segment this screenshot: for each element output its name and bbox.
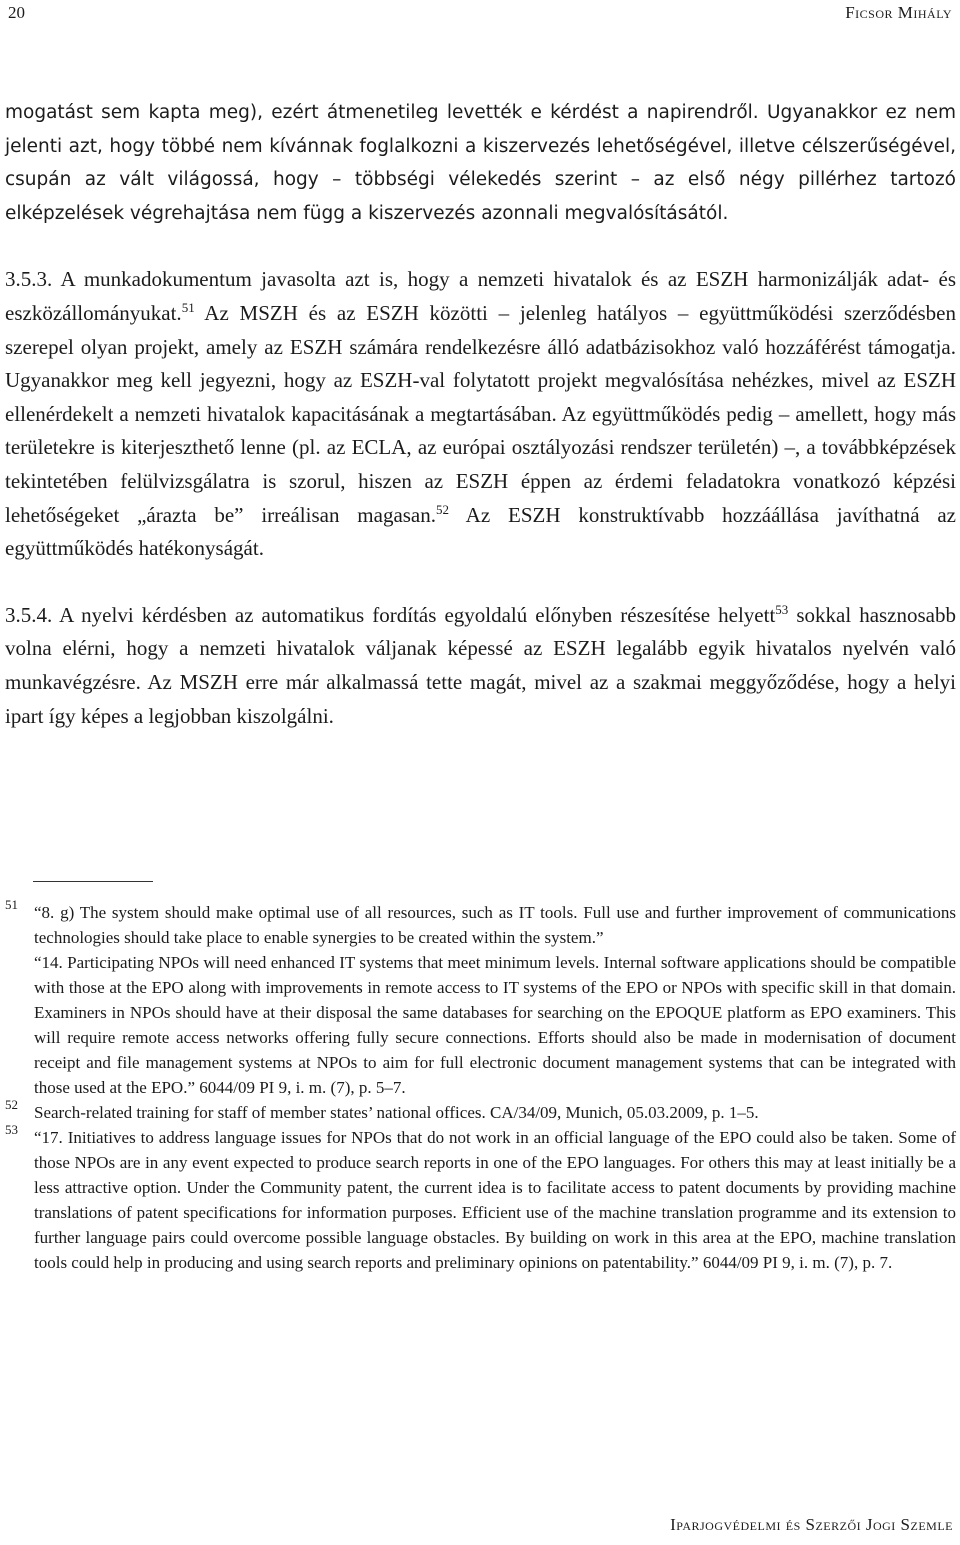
paragraph-text: Az MSZH és az ESZH közötti – jelenleg hatályos – együttműködési szerződésben szerepel olyan projekt, amely az ESZH számára rendelkezésre álló adatbázisokhoz való hozzáférést támogatja. Ugyanakkor meg kell jegyezni, hogy az ESZH-val folytatott projekt megvalósítása nehézkes, mivel az ESZH ellenérdekelt a nemzeti hivatalok kapacitásának a megtartásában. Az együttműködés pedig – amellett, hogy más területekre is kiterjeszthető lenne (pl. az ECLA, az európai osztályozási rendszer területén) –, a továbbképzések tekintetében felülvizsgálatra is szorul, hiszen az ESZH éppen az érdemi feladatokra vonatkozó képzési lehetőségeket „árazta be” irreálisan magasan. bbox=[5, 300, 956, 527]
paragraph-3-5-4 bbox=[5, 599, 956, 733]
footnote-number: 51 bbox=[5, 897, 18, 912]
footnote-51 bbox=[5, 897, 956, 1100]
paragraph-text: sokkal hasznosabb volna elérni, hogy a nemzeti hivatalok váljanak képessé az ESZH legalább egyik hivatalos nyelvén való munkavégzésre. Az MSZH erre már alkalmassá tette magát, mivel az a szakmai meggyőződése, hogy a helyi ipart így képes a legjobban kiszolgálni. bbox=[5, 602, 956, 728]
footnote-text: “14. Participating NPOs will need enhanced IT systems that meet minimum levels. Internal software applications should be compatible with those at the EPO along with improvements in remote access to IT systems of the EPO or NPOs with specific skill in that domain. Examiners in NPOs should have at their disposal the same databases for searching on the EPOQUE platform as EPO examiners. This will require remote access networks offering fully secure connections. Efforts should also be made in modernisation of document receipt and file management systems at NPOs to aim for full electronic document management systems that can be integrated with those used at the EPO.” 6044/09 PI 9, i. m. (7), p. 5–7. bbox=[34, 953, 956, 1097]
footnote-separator bbox=[33, 881, 153, 882]
journal-footer: Iparjogvédelmi és Szerzői Jogi Szemle bbox=[670, 1515, 953, 1534]
paragraph-text: 3.5.4. A nyelvi kérdésben az automatikus fordítás egyoldalú előnyben részesítése helyett bbox=[5, 602, 776, 627]
footnote-number: 52 bbox=[5, 1097, 18, 1112]
paragraph-text: Az ESZH konstruktívabb hozzáállása javíthatná az együttműködés hatékonyságát. bbox=[5, 502, 957, 561]
footnote-number: 53 bbox=[5, 1122, 18, 1137]
footnote-text: “8. g) The system should make optimal use of all resources, such as IT tools. Full use and further improvement of communications technologies should take place to enable synergies to be created within the system.” bbox=[34, 903, 956, 947]
footnote-52 bbox=[5, 1097, 956, 1125]
footnote-ref-51[interactable]: 51 bbox=[181, 299, 195, 315]
paragraph-text: 3.5.3. A munkadokumentum javasolta azt is, hogy a nemzeti hivatalok és az ESZH harmonizálják adat- és eszközállományukat. bbox=[5, 267, 956, 325]
paragraph-3-5-3 bbox=[5, 263, 956, 565]
footnote-text: Search-related training for staff of member states’ national offices. CA/34/09, Munich, 05.03.2009, p. 1–5. bbox=[34, 1103, 759, 1122]
footnotes bbox=[5, 897, 956, 1275]
page-number: 20 bbox=[8, 3, 25, 22]
paragraph-1: mogatást sem kapta meg), ezért átmenetileg levették e kérdést a napirendről. Ugyanakkor ez nem jelenti azt, hogy többé nem kívánnak foglalkozni a kiszervezés lehetőségével, illetve célszerűségével, csupán az vált világossá, hogy – többségi vélekedés szerint – az első négy pillérhez tartozó elképzelések végrehajtása nem függ a kiszervezés azonnali megvalósításától. bbox=[5, 102, 956, 224]
footnote-ref-52[interactable]: 52 bbox=[436, 501, 450, 517]
body-text bbox=[5, 96, 956, 733]
footnote-text: “17. Initiatives to address language issues for NPOs that do not work in an official language of the EPO could also be taken. Some of those NPOs are in any event expected to produce search reports in one of the EPO languages. For others this may at least initially be a less attractive option. Under the Community patent, the current idea is to facilitate access to patent documents by providing machine translations of patent specifications for information purposes. Efficient use of the machine translation programme and its extension to further language pairs could overcome possible language obstacles. By building on work in this area at the EPO, machine translation tools could help in producing and using search reports and preliminary opinions on patentability.” 6044/09 PI 9, i. m. (7), p. 7. bbox=[34, 1128, 956, 1272]
footnote-53 bbox=[5, 1122, 956, 1275]
footnote-ref-53[interactable]: 53 bbox=[775, 601, 789, 617]
running-head: Ficsor Mihály bbox=[845, 3, 952, 22]
